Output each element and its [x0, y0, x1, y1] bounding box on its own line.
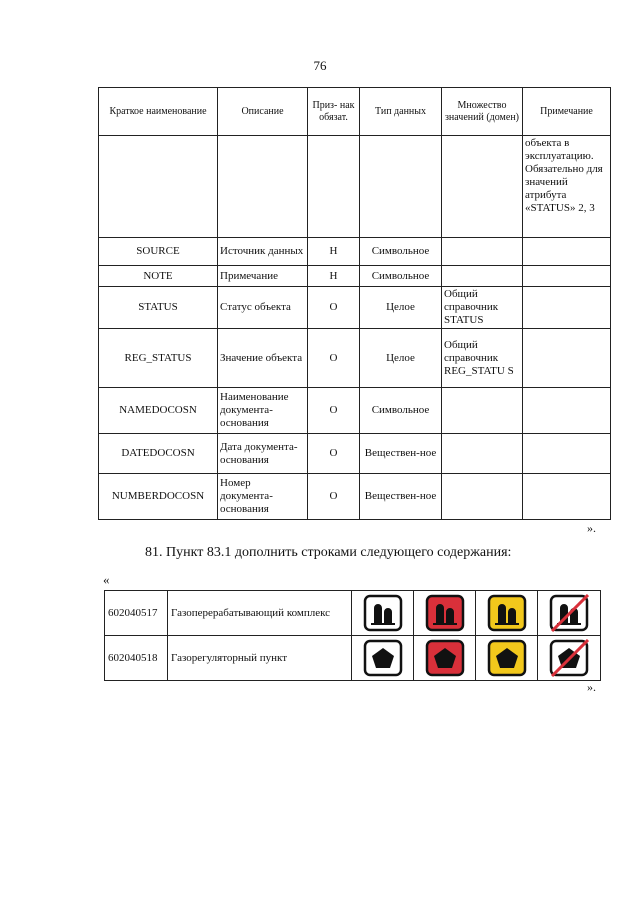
cell-domain: Общий справочник STATUS — [442, 287, 523, 329]
attribute-table — [98, 87, 611, 520]
header-data-type: Тип данных — [360, 88, 442, 136]
table-row — [99, 329, 611, 388]
sign-cell-yellow — [476, 636, 538, 681]
cell-type: Веществен-ное — [360, 434, 442, 474]
cell-note — [523, 388, 611, 434]
header-short-name: Краткое наименование — [99, 88, 218, 136]
cell-req: Н — [308, 238, 360, 266]
paragraph-81: 81. Пункт 83.1 дополнить строками следующего содержания: — [145, 545, 512, 560]
sign-cell-crossed — [538, 591, 601, 636]
sign-cell-red — [414, 636, 476, 681]
closing-quote: ». — [587, 521, 596, 535]
cell-desc: Источник данных — [218, 238, 308, 266]
table-row — [99, 287, 611, 329]
cell-type: Веществен-ное — [360, 474, 442, 520]
cell-name: NUMBERDOCOSN — [99, 474, 218, 520]
cell-desc: Наименование документа-основания — [218, 388, 308, 434]
closing-quote: ». — [587, 680, 596, 694]
cell-note — [523, 238, 611, 266]
gas-regulating-point-icon — [425, 639, 465, 677]
header-note: Примечание — [523, 88, 611, 136]
cell-note — [523, 266, 611, 287]
cell-desc: Номер документа-основания — [218, 474, 308, 520]
gas-regulating-point-crossed-icon — [549, 639, 589, 677]
cell-desc: Дата документа-основания — [218, 434, 308, 474]
cell-note — [523, 287, 611, 329]
cell-name: REG_STATUS — [99, 329, 218, 388]
cell-note — [523, 474, 611, 520]
header-required: Приз- нак обязат. — [308, 88, 360, 136]
cell-req: О — [308, 434, 360, 474]
sign-code: 602040517 — [105, 591, 168, 636]
cell-name: STATUS — [99, 287, 218, 329]
sign-cell-crossed — [538, 636, 601, 681]
table-row — [99, 474, 611, 520]
cell-req: О — [308, 329, 360, 388]
sign-row — [105, 636, 601, 681]
sign-code: 602040518 — [105, 636, 168, 681]
table-row — [99, 238, 611, 266]
cell-domain — [442, 434, 523, 474]
table-header-row — [99, 88, 611, 136]
gas-processing-complex-icon — [425, 594, 465, 632]
cell-note — [523, 329, 611, 388]
cell-type: Символьное — [360, 238, 442, 266]
sign-name: Газоперерабатывающий комплекс — [168, 591, 352, 636]
cell-type: Целое — [360, 329, 442, 388]
sign-cell-white — [352, 591, 414, 636]
gas-regulating-point-icon — [487, 639, 527, 677]
cell-desc: Значение объекта — [218, 329, 308, 388]
cell-req: О — [308, 287, 360, 329]
opening-quote: « — [103, 572, 110, 587]
sign-name: Газорегуляторный пункт — [168, 636, 352, 681]
table-row — [99, 434, 611, 474]
cell-type: Символьное — [360, 266, 442, 287]
header-domain: Множество значений (домен) — [442, 88, 523, 136]
cell-name: SOURCE — [99, 238, 218, 266]
cell-domain — [442, 238, 523, 266]
cell-type: Символьное — [360, 388, 442, 434]
gas-regulating-point-icon — [363, 639, 403, 677]
cell-domain — [442, 474, 523, 520]
sign-cell-white — [352, 636, 414, 681]
cell-req: О — [308, 474, 360, 520]
table-row — [99, 266, 611, 287]
gas-processing-complex-icon — [363, 594, 403, 632]
continuation-note: объекта в эксплуатацию. Обязательно для значений атрибута «STATUS» 2, 3 — [523, 136, 611, 238]
cell-name: DATEDOCOSN — [99, 434, 218, 474]
cell-domain: Общий справочник REG_STATU S — [442, 329, 523, 388]
cell-desc: Примечание — [218, 266, 308, 287]
cell-req: Н — [308, 266, 360, 287]
cell-domain — [442, 266, 523, 287]
sign-cell-yellow — [476, 591, 538, 636]
page-number: 76 — [313, 58, 327, 73]
cell-name: NAMEDOCOSN — [99, 388, 218, 434]
cell-domain — [442, 388, 523, 434]
cell-name: NOTE — [99, 266, 218, 287]
cell-type: Целое — [360, 287, 442, 329]
sign-row — [105, 591, 601, 636]
signs-table — [104, 590, 601, 681]
gas-processing-complex-crossed-icon — [549, 594, 589, 632]
header-description: Описание — [218, 88, 308, 136]
cell-req: О — [308, 388, 360, 434]
table-row — [99, 388, 611, 434]
sign-cell-red — [414, 591, 476, 636]
gas-processing-complex-icon — [487, 594, 527, 632]
cell-desc: Статус объекта — [218, 287, 308, 329]
cell-note — [523, 434, 611, 474]
table-row-continuation — [99, 136, 611, 238]
